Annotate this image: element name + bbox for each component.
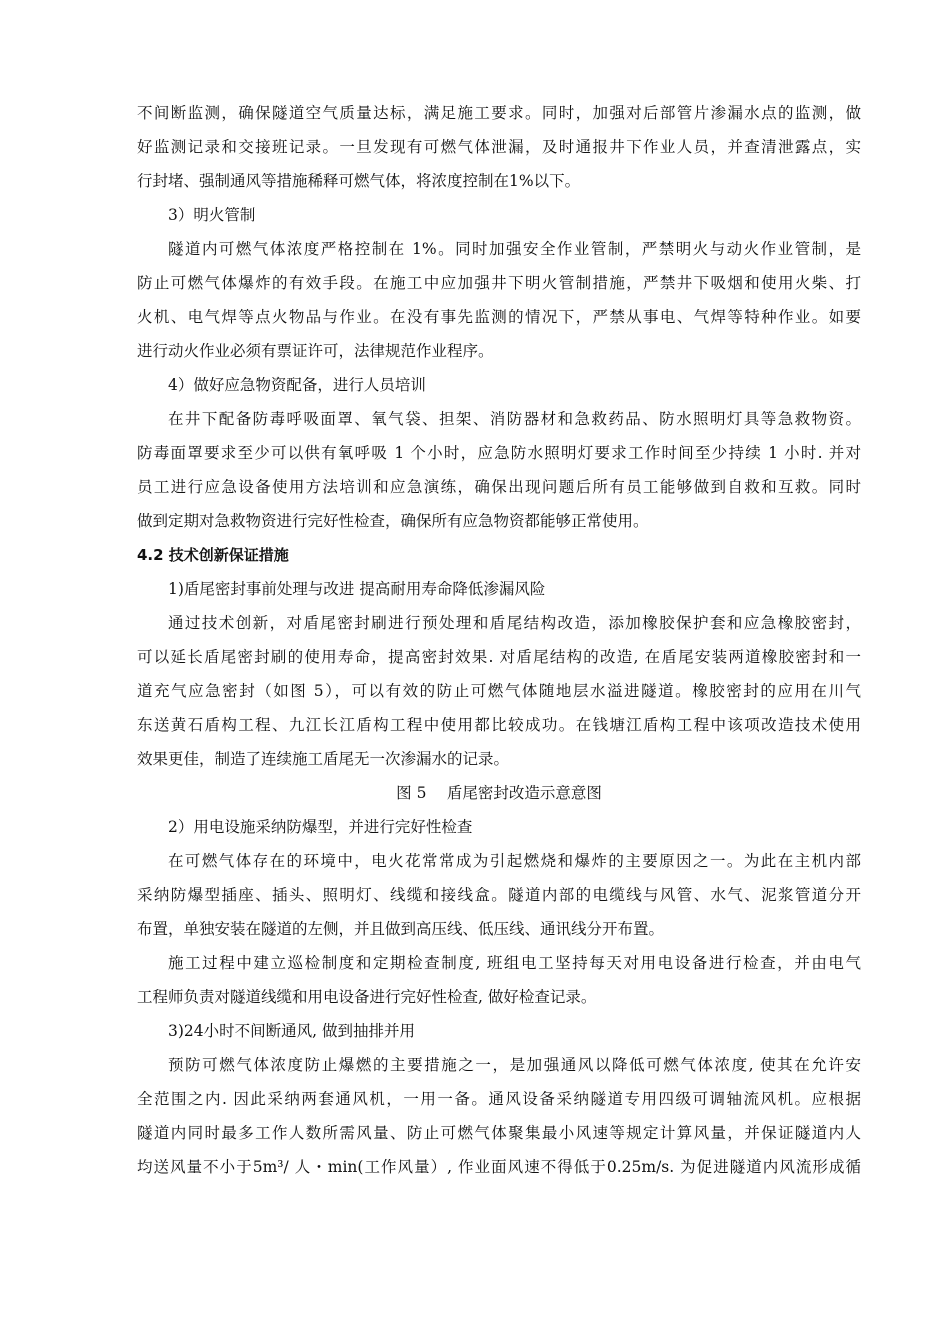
text-line: 施工过程中建立巡检制度和定期检查制度, 班组电工坚持每天对用电设备进行检查，并由电气 xyxy=(168,954,861,972)
text-line: 通过技术创新，对盾尾密封刷进行预处理和盾尾结构改造，添加橡胶保护套和应急橡胶密封， xyxy=(168,614,861,632)
text-line: 布置，单独安装在隧道的左侧，并且做到高压线、低压线、通讯线分开布置。 xyxy=(137,920,665,938)
text-line: 好监测记录和交接班记录。一旦发现有可燃气体泄漏，及时通报井下作业人员，并查清泄露点，实 xyxy=(137,138,861,156)
text-line: 3）明火管制 xyxy=(168,206,256,224)
text-line: 道充气应急密封（如图 5），可以有效的防止可燃气体随地层水溢进隧道。橡胶密封的应用在川气 xyxy=(137,682,861,700)
text-line: 不间断监测，确保隧道空气质量达标，满足施工要求。同时，加强对后部管片渗漏水点的监测，做 xyxy=(137,104,861,122)
text-line: 1)盾尾密封事前处理与改进 提高耐用寿命降低渗漏风险 xyxy=(168,580,546,598)
text-line: 2）用电设施采纳防爆型，并进行完好性检查 xyxy=(168,818,473,836)
text-line: 3)24小时不间断通风, 做到抽排并用 xyxy=(168,1022,415,1040)
text-line: 在可燃气体存在的环境中，电火花常常成为引起燃烧和爆炸的主要原因之一。为此在主机内部 xyxy=(168,852,861,870)
text-line: 做到定期对急救物资进行完好性检查，确保所有应急物资都能够正常使用。 xyxy=(137,512,649,530)
text-line: 效果更佳，制造了连续施工盾尾无一次渗漏水的记录。 xyxy=(137,750,510,768)
text-line: 在井下配备防毒呼吸面罩、氧气袋、担架、消防器材和急救药品、防水照明灯具等急救物资。 xyxy=(168,410,861,428)
text-line: 防止可燃气体爆炸的有效手段。在施工中应加强井下明火管制措施，严禁井下吸烟和使用火柴、打 xyxy=(137,274,861,292)
text-line: 防毒面罩要求至少可以供有氧呼吸 1 个小时，应急防水照明灯要求工作时间至少持续 1 小时. 并对 xyxy=(137,444,861,462)
document-page xyxy=(137,96,861,1184)
text-line: 员工进行应急设备使用方法培训和应急演练，确保出现问题后所有员工能够做到自救和互救。同时 xyxy=(137,478,861,496)
section-heading: 4.2 技术创新保证措施 xyxy=(137,546,289,564)
text-line: 全范围之内. 因此采纳两套通风机，一用一备。通风设备采纳隧道专用四级可调轴流风机。应根据 xyxy=(137,1090,861,1108)
text-line: 隧道内同时最多工作人数所需风量、防止可燃气体聚集最小风速等规定计算风量，并保证隧道内人 xyxy=(137,1124,861,1142)
figure-caption: 图 5 盾尾密封改造示意意图 xyxy=(396,784,602,802)
text-line: 可以延长盾尾密封刷的使用寿命，提高密封效果. 对盾尾结构的改造, 在盾尾安装两道橡胶密封和一 xyxy=(137,648,861,666)
text-line: 进行动火作业必须有票证许可，法律规范作业程序。 xyxy=(137,342,494,360)
text-line: 4）做好应急物资配备，进行人员培训 xyxy=(168,376,426,394)
text-line: 东送黄石盾构工程、九江长江盾构工程中使用都比较成功。在钱塘江盾构工程中该项改造技术使用 xyxy=(137,716,861,734)
text-line: 工程师负责对隧道线缆和用电设备进行完好性检查, 做好检查记录。 xyxy=(137,988,597,1006)
text-line: 预防可燃气体浓度防止爆燃的主要措施之一，是加强通风以降低可燃气体浓度, 使其在允许安 xyxy=(168,1056,861,1074)
text-line: 行封堵、强制通风等措施稀释可燃气体，将浓度控制在1%以下。 xyxy=(137,172,581,190)
text-line: 火机、电气焊等点火物品与作业。在没有事先监测的情况下，严禁从事电、气焊等特种作业。如要 xyxy=(137,308,861,326)
text-line: 采纳防爆型插座、插头、照明灯、线缆和接线盒。隧道内部的电缆线与风管、水气、泥浆管道分开 xyxy=(137,886,861,904)
text-line: 均送风量不小于5m³/ 人・min(工作风量）, 作业面风速不得低于0.25m/s. 为促进隧道内风流形成循 xyxy=(137,1158,861,1176)
text-line: 隧道内可燃气体浓度严格控制在 1%。同时加强安全作业管制，严禁明火与动火作业管制，是 xyxy=(168,240,861,258)
